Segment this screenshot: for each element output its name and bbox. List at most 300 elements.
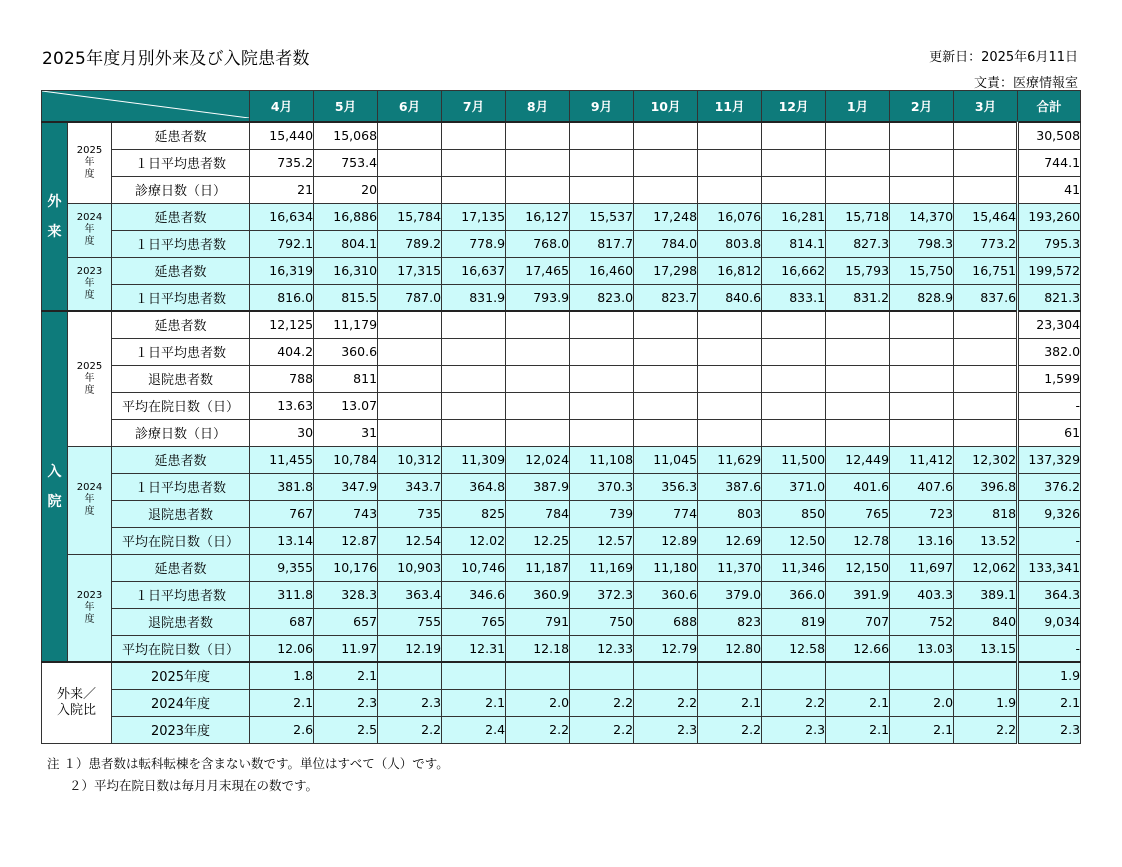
value-cell [634,392,698,419]
value-cell: 16,281 [762,203,826,230]
value-cell: 2.2 [378,716,442,743]
value-cell: 739 [570,500,634,527]
value-cell: 2.1 [250,689,314,716]
row-label: １日平均患者数 [112,473,250,500]
stacked-text: 2023 [76,589,103,601]
value-cell: 823 [698,608,762,635]
stacked-text: 2023 [76,265,103,277]
value-cell: 753.4 [314,149,378,176]
value-cell: 11,179 [314,311,378,338]
table-row [42,284,1081,311]
value-cell [826,365,890,392]
value-cell: 12.58 [762,635,826,662]
value-cell: 837.6 [954,284,1018,311]
value-cell [762,662,826,689]
value-cell [954,149,1018,176]
value-cell: 347.9 [314,473,378,500]
notes [47,753,449,797]
value-cell: 20 [314,176,378,203]
month-header: 6月 [378,91,442,123]
value-cell: 11,169 [570,554,634,581]
value-cell [634,365,698,392]
value-cell: 328.3 [314,581,378,608]
value-cell: 787.0 [378,284,442,311]
table-row [42,419,1081,446]
value-cell [634,662,698,689]
value-cell [378,662,442,689]
value-cell [442,662,506,689]
value-cell [442,122,506,149]
table-row [42,662,1081,689]
total-cell: 1,599 [1018,365,1081,392]
month-header: 1月 [826,91,890,123]
month-header: 12月 [762,91,826,123]
value-cell: 11,697 [890,554,954,581]
value-cell: 16,460 [570,257,634,284]
table-row [42,338,1081,365]
value-cell: 371.0 [762,473,826,500]
stacked-text: 年 [84,494,95,505]
value-cell [954,419,1018,446]
value-cell: 389.1 [954,581,1018,608]
value-cell: 10,746 [442,554,506,581]
value-cell: 2.0 [506,689,570,716]
value-cell [634,338,698,365]
value-cell: 16,310 [314,257,378,284]
value-cell: 823.7 [634,284,698,311]
value-cell: 11,455 [250,446,314,473]
value-cell [890,419,954,446]
value-cell: 765 [826,500,890,527]
row-label: 延患者数 [112,122,250,149]
table-row [42,635,1081,662]
value-cell: 12.33 [570,635,634,662]
table-row [42,257,1081,284]
total-cell: 30,508 [1018,122,1081,149]
value-cell: 735 [378,500,442,527]
row-label: 診療日数（日） [112,176,250,203]
value-cell: 12.02 [442,527,506,554]
value-cell [762,338,826,365]
table-row [42,581,1081,608]
row-label: 平均在院日数（日） [112,635,250,662]
table-row [42,230,1081,257]
value-cell: 13.52 [954,527,1018,554]
total-cell: 23,304 [1018,311,1081,338]
value-cell: 31 [314,419,378,446]
value-cell: 792.1 [250,230,314,257]
value-cell: 11,180 [634,554,698,581]
stacked-text: 外 [47,193,62,210]
value-cell: 827.3 [826,230,890,257]
table-row [42,716,1081,743]
value-cell [506,392,570,419]
value-cell: 2.1 [314,662,378,689]
value-cell: 816.0 [250,284,314,311]
value-cell: 788 [250,365,314,392]
value-cell: 16,127 [506,203,570,230]
value-cell: 13.15 [954,635,1018,662]
value-cell [890,338,954,365]
value-cell [762,311,826,338]
row-label: 退院患者数 [112,365,250,392]
value-cell [442,419,506,446]
value-cell [762,419,826,446]
value-cell: 723 [890,500,954,527]
value-cell [762,365,826,392]
total-cell: 9,326 [1018,500,1081,527]
total-cell: - [1018,527,1081,554]
value-cell [570,365,634,392]
value-cell: 387.6 [698,473,762,500]
row-label: １日平均患者数 [112,338,250,365]
month-header: 3月 [954,91,1018,123]
value-cell: 12.06 [250,635,314,662]
stacked-text: 度 [84,384,95,396]
value-cell: 833.1 [762,284,826,311]
value-cell: 12.87 [314,527,378,554]
total-cell: 821.3 [1018,284,1081,311]
value-cell: 12,150 [826,554,890,581]
value-cell [506,419,570,446]
row-label: 延患者数 [112,203,250,230]
row-label: １日平均患者数 [112,581,250,608]
value-cell [698,392,762,419]
value-cell: 11,346 [762,554,826,581]
value-cell: 12.69 [698,527,762,554]
total-cell: 193,260 [1018,203,1081,230]
value-cell [442,176,506,203]
stacked-text: 2025 [76,360,103,372]
value-cell: 403.3 [890,581,954,608]
value-cell: 12,062 [954,554,1018,581]
fiscal-year-label [68,203,112,257]
total-cell: 795.3 [1018,230,1081,257]
value-cell: 831.2 [826,284,890,311]
table-row [42,365,1081,392]
table-row [42,554,1081,581]
month-header: 4月 [250,91,314,123]
value-cell: 840.6 [698,284,762,311]
stacked-text: 度 [84,168,95,180]
value-cell: 1.9 [954,689,1018,716]
value-cell: 401.6 [826,473,890,500]
value-cell: 2.1 [826,716,890,743]
value-cell: 15,784 [378,203,442,230]
value-cell: 752 [890,608,954,635]
value-cell [762,149,826,176]
total-header: 合計 [1018,91,1081,123]
value-cell: 14,370 [890,203,954,230]
value-cell: 774 [634,500,698,527]
value-cell: 11,500 [762,446,826,473]
value-cell: 381.8 [250,473,314,500]
value-cell: 363.4 [378,581,442,608]
value-cell: 407.6 [890,473,954,500]
fiscal-year-label [68,257,112,311]
month-header: 2月 [890,91,954,123]
stacked-text: 年 [84,156,95,168]
value-cell: 2.0 [890,689,954,716]
value-cell [378,338,442,365]
table-row [42,176,1081,203]
row-label: １日平均患者数 [112,149,250,176]
value-cell: 850 [762,500,826,527]
value-cell [954,122,1018,149]
value-cell: 12.50 [762,527,826,554]
value-cell [570,338,634,365]
fiscal-year-label [68,122,112,203]
value-cell [698,176,762,203]
value-cell: 343.7 [378,473,442,500]
patient-stats-table [41,90,1081,744]
value-cell: 15,750 [890,257,954,284]
month-header: 5月 [314,91,378,123]
row-label: １日平均患者数 [112,230,250,257]
total-cell: 2.1 [1018,689,1081,716]
table-row [42,311,1081,338]
stacked-text: 度 [84,289,95,301]
value-cell: 11,108 [570,446,634,473]
value-cell [890,176,954,203]
month-header: 8月 [506,91,570,123]
value-cell: 17,135 [442,203,506,230]
total-cell: 2.3 [1018,716,1081,743]
value-cell [570,662,634,689]
value-cell [506,122,570,149]
stacked-text: 度 [84,506,95,517]
value-cell: 2.3 [314,689,378,716]
diagonal-line [42,91,249,118]
row-label: 2024年度 [112,689,250,716]
value-cell [634,149,698,176]
row-label: 延患者数 [112,311,250,338]
section-label [42,122,68,311]
total-cell: - [1018,392,1081,419]
row-label: 延患者数 [112,257,250,284]
value-cell [826,338,890,365]
stacked-text: 年 [84,601,95,613]
value-cell: 12,449 [826,446,890,473]
value-cell: 16,319 [250,257,314,284]
value-cell: 15,464 [954,203,1018,230]
value-cell: 789.2 [378,230,442,257]
value-cell [506,338,570,365]
value-cell: 825 [442,500,506,527]
value-cell: 13.63 [250,392,314,419]
table-row [42,392,1081,419]
value-cell: 817.7 [570,230,634,257]
value-cell [698,311,762,338]
value-cell: 17,248 [634,203,698,230]
value-cell: 11,412 [890,446,954,473]
value-cell: 311.8 [250,581,314,608]
value-cell: 814.1 [762,230,826,257]
value-cell: 16,634 [250,203,314,230]
table-row [42,122,1081,149]
value-cell: 767 [250,500,314,527]
value-cell: 811 [314,365,378,392]
stacked-text: 年 [84,224,95,235]
stacked-text: 2024 [76,482,103,493]
value-cell: 12.54 [378,527,442,554]
value-cell: 12.31 [442,635,506,662]
value-cell: 803.8 [698,230,762,257]
table-row [42,608,1081,635]
value-cell: 11,370 [698,554,762,581]
value-cell: 12.78 [826,527,890,554]
value-cell: 707 [826,608,890,635]
total-cell: 137,329 [1018,446,1081,473]
stacked-text: 来 [47,223,62,240]
value-cell [826,419,890,446]
value-cell: 2.5 [314,716,378,743]
table-row [42,689,1081,716]
value-cell [954,176,1018,203]
value-cell [698,662,762,689]
value-cell: 831.9 [442,284,506,311]
value-cell: 21 [250,176,314,203]
value-cell: 12,024 [506,446,570,473]
month-header: 9月 [570,91,634,123]
value-cell: 364.8 [442,473,506,500]
value-cell: 13.07 [314,392,378,419]
stacked-text: 年 [84,277,95,289]
value-cell [698,149,762,176]
value-cell: 13.14 [250,527,314,554]
value-cell: 2.6 [250,716,314,743]
value-cell: 688 [634,608,698,635]
value-cell: 10,903 [378,554,442,581]
value-cell: 10,312 [378,446,442,473]
total-cell: - [1018,635,1081,662]
value-cell: 11.97 [314,635,378,662]
table-row [42,203,1081,230]
value-cell: 773.2 [954,230,1018,257]
value-cell [890,662,954,689]
value-cell [442,149,506,176]
value-cell: 10,784 [314,446,378,473]
value-cell: 16,812 [698,257,762,284]
value-cell [506,662,570,689]
value-cell: 16,637 [442,257,506,284]
value-cell: 2.3 [762,716,826,743]
header-row [42,91,1081,123]
value-cell [378,419,442,446]
value-cell [826,662,890,689]
value-cell: 1.8 [250,662,314,689]
author-label: 文責：医療情報室 [973,76,1078,91]
total-cell: 744.1 [1018,149,1081,176]
stacked-text: 度 [84,613,95,625]
stacked-text: 院 [47,493,62,510]
value-cell: 9,355 [250,554,314,581]
total-cell: 376.2 [1018,473,1081,500]
value-cell [698,365,762,392]
value-cell: 17,298 [634,257,698,284]
total-cell: 199,572 [1018,257,1081,284]
value-cell [378,149,442,176]
total-cell: 133,341 [1018,554,1081,581]
value-cell [954,662,1018,689]
value-cell [826,176,890,203]
value-cell: 840 [954,608,1018,635]
value-cell: 17,315 [378,257,442,284]
value-cell: 2.4 [442,716,506,743]
value-cell: 10,176 [314,554,378,581]
stacked-text: 2024 [76,212,103,223]
value-cell: 11,045 [634,446,698,473]
table-row [42,473,1081,500]
value-cell: 12.80 [698,635,762,662]
value-cell: 391.9 [826,581,890,608]
value-cell: 15,793 [826,257,890,284]
section-label [42,311,68,662]
value-cell: 804.1 [314,230,378,257]
value-cell [506,311,570,338]
value-cell: 11,629 [698,446,762,473]
value-cell: 387.9 [506,473,570,500]
table-body [42,122,1081,743]
value-cell [570,122,634,149]
value-cell: 823.0 [570,284,634,311]
stacked-text: 入 [47,463,62,480]
value-cell: 755 [378,608,442,635]
value-cell: 16,886 [314,203,378,230]
value-cell: 815.5 [314,284,378,311]
value-cell: 743 [314,500,378,527]
value-cell: 818 [954,500,1018,527]
value-cell: 346.6 [442,581,506,608]
value-cell: 750 [570,608,634,635]
value-cell [570,392,634,419]
value-cell: 784.0 [634,230,698,257]
fiscal-year-label [68,554,112,662]
value-cell [506,149,570,176]
stacked-text: 2025 [76,144,103,156]
stacked-text: 外来／ [56,686,96,702]
table-row [42,527,1081,554]
value-cell: 735.2 [250,149,314,176]
row-label: 診療日数（日） [112,419,250,446]
value-cell: 819 [762,608,826,635]
row-label: 延患者数 [112,446,250,473]
total-cell: 364.3 [1018,581,1081,608]
value-cell: 687 [250,608,314,635]
value-cell [378,365,442,392]
value-cell [634,311,698,338]
value-cell [570,149,634,176]
value-cell: 784 [506,500,570,527]
value-cell [506,176,570,203]
value-cell [506,365,570,392]
value-cell: 379.0 [698,581,762,608]
value-cell: 793.9 [506,284,570,311]
value-cell: 791 [506,608,570,635]
value-cell: 366.0 [762,581,826,608]
value-cell [826,149,890,176]
value-cell: 12.57 [570,527,634,554]
value-cell: 2.3 [634,716,698,743]
value-cell: 12.18 [506,635,570,662]
ratio-label [42,662,112,743]
value-cell: 768.0 [506,230,570,257]
fiscal-year-label [68,446,112,554]
value-cell: 360.9 [506,581,570,608]
value-cell: 372.3 [570,581,634,608]
row-label: 退院患者数 [112,608,250,635]
value-cell [954,392,1018,419]
